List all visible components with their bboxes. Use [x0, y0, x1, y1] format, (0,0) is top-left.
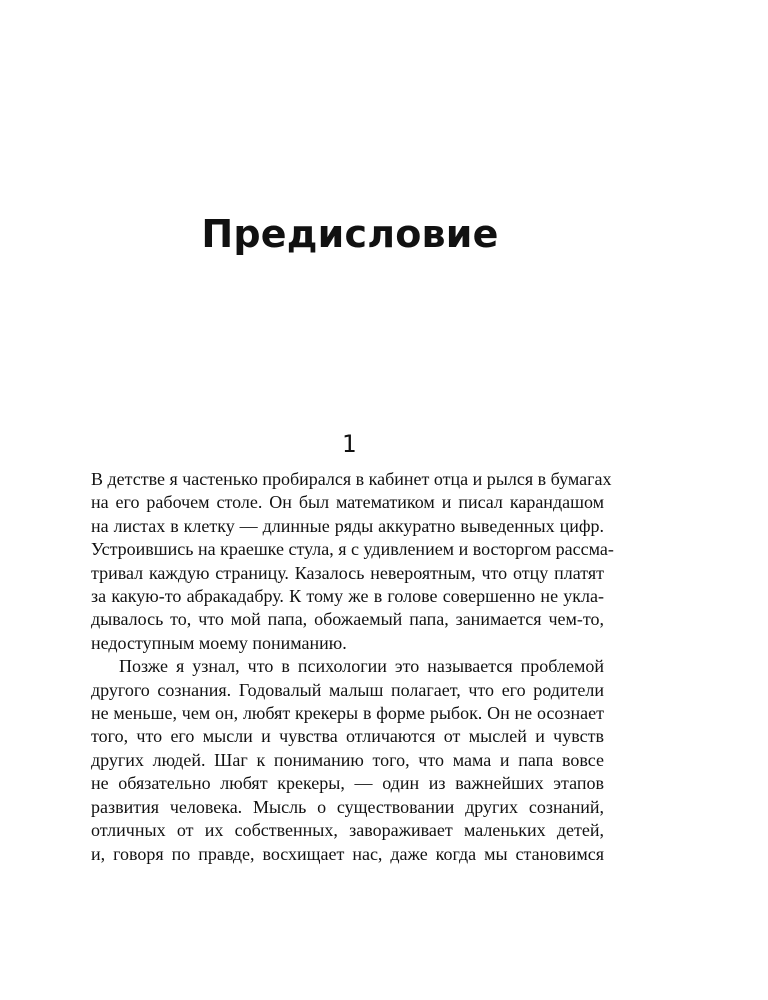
text-line: на его рабочем столе. Он был математиком и писал карандашом [91, 492, 604, 513]
text-line: за какую-то абракадабру. К тому же в голове совершенно не укла- [91, 586, 604, 607]
text-line: не обязательно любят крекеры, — один из важнейших этапов [91, 773, 604, 794]
text-line: Позже я узнал, что в психологии это называется проблемой [119, 656, 604, 677]
text-line: не меньше, чем он, любят крекеры в форме рыбок. Он не осознает [91, 703, 604, 724]
text-line: тривал каждую страницу. Казалось невероятным, что отцу платят [91, 562, 604, 583]
paragraph-1 [91, 468, 614, 655]
text-line: Устроившись на краешке стула, я с удивлением и восторгом рассма- [91, 539, 614, 560]
paragraph-2 [91, 655, 604, 866]
text-line: на листах в клетку — длинные ряды аккуратно выведенных цифр. [91, 515, 604, 536]
text-line: дывалось то, что мой папа, обожаемый папа, занимается чем-то, [91, 609, 604, 630]
section-number: 1 [341, 430, 357, 458]
text-line: отличных от их собственных, завораживает маленьких детей, [91, 820, 604, 841]
text-line: того, что его мысли и чувства отличаются от мыслей и чувств [91, 726, 604, 747]
text-line: и, говоря по правде, восхищает нас, даже когда мы становимся [91, 843, 604, 864]
body-text [91, 468, 614, 866]
text-line: другого сознания. Годовалый малыш полагает, что его родители [91, 679, 604, 700]
text-line: недоступным моему пониманию. [91, 632, 347, 653]
text-line: развития человека. Мысль о существовании других сознаний, [91, 796, 604, 817]
text-line: других людей. Шаг к пониманию того, что мама и папа вовсе [91, 749, 604, 770]
text-line: В детстве я частенько пробирался в кабинет отца и рылся в бумагах [91, 469, 612, 489]
chapter-title: Предисловие [201, 212, 499, 256]
